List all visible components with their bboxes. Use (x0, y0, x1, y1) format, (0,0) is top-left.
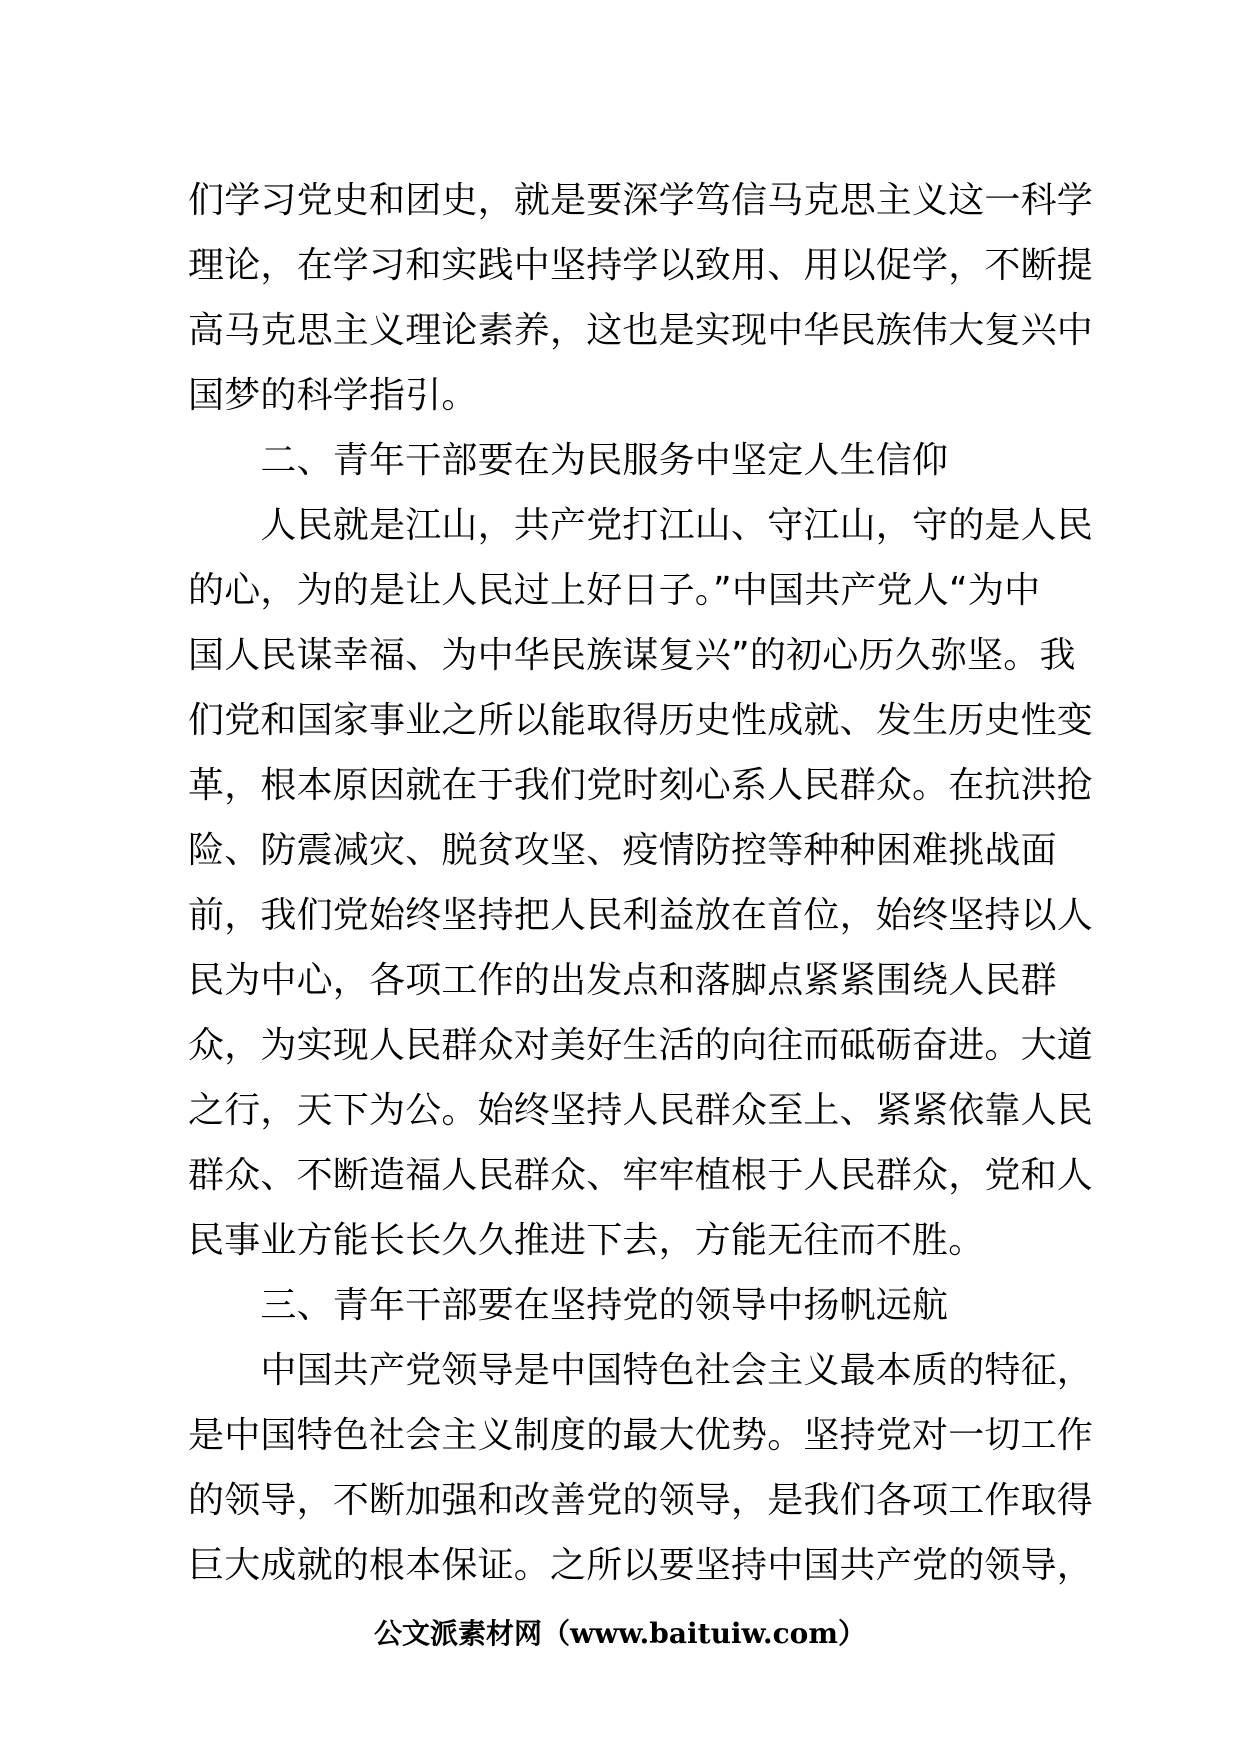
text-line: 的领导，不断加强和改善党的领导，是我们各项工作取得 (188, 1480, 1094, 1521)
text-line: 之行，天下为公。始终坚持人民群众至上、紧紧依靠人民 (188, 1090, 1094, 1131)
text-line: 人民就是江山，共产党打江山、守江山，守的是人民 (188, 505, 1094, 546)
text-line: 革，根本原因就在于我们党时刻心系人民群众。在抗洪抢 (188, 765, 1094, 806)
section-heading: 二、青年干部要在为民服务中坚定人生信仰 (188, 440, 949, 481)
text-line: 是中国特色社会主义制度的最大优势。坚持党对一切工作 (188, 1415, 1094, 1456)
document-body (188, 168, 1094, 1598)
text-line: 巨大成就的根本保证。之所以要坚持中国共产党的领导， (188, 1545, 1094, 1586)
text-line: 国人民谋幸福、为中华民族谋复兴”的初心历久弥坚。我 (188, 635, 1076, 676)
text-line: 群众、不断造福人民群众、牢牢植根于人民群众，党和人 (188, 1155, 1094, 1196)
text-line: 民事业方能长长久久推进下去，方能无往而不胜。 (188, 1220, 985, 1261)
text-line: 众，为实现人民群众对美好生活的向往而砥砺奋进。大道 (188, 1025, 1094, 1066)
text-line: 险、防震减灾、脱贫攻坚、疫情防控等种种困难挑战面 (188, 830, 1057, 871)
text-line: 国梦的科学指引。 (188, 375, 478, 416)
text-line: 们党和国家事业之所以能取得历史性成就、发生历史性变 (188, 700, 1094, 741)
section-heading: 三、青年干部要在坚持党的领导中扬帆远航 (188, 1285, 949, 1326)
text-line: 民为中心，各项工作的出发点和落脚点紧紧围绕人民群 (188, 960, 1057, 1001)
text-line: 理论，在学习和实践中坚持学以致用、用以促学，不断提 (188, 245, 1094, 286)
text-line: 的心，为的是让人民过上好日子。”中国共产党人“为中 (188, 570, 1041, 611)
text-line: 中国共产党领导是中国特色社会主义最本质的特征， (188, 1350, 1094, 1391)
footer-watermark: 公文派素材网（www.baituiw.com） (374, 1617, 866, 1650)
text-line: 前，我们党始终坚持把人民利益放在首位，始终坚持以人 (188, 895, 1094, 936)
text-line: 高马克思主义理论素养，这也是实现中华民族伟大复兴中 (188, 310, 1094, 351)
text-line: 们学习党史和团史，就是要深学笃信马克思主义这一科学 (188, 180, 1094, 221)
